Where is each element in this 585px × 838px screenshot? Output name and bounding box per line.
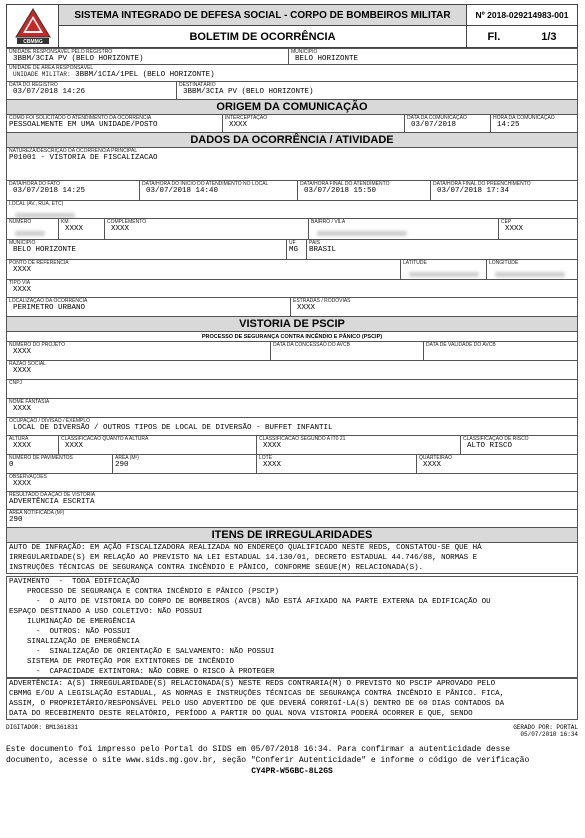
- field-label: TIPO VIA: [9, 280, 31, 286]
- print-notice: Este documento foi impresso pelo Portal do SIDS em 05/07/2018 16:34. Para confirmar a autenticidade desse documento, acesse o site www.sids.mg.gov.br, seção "Conferir Autenticidade" e informe o código de verificação CY4PR-W5GBC-8L2GS: [6, 744, 578, 777]
- field-value: XXXX: [505, 225, 524, 233]
- dates-row: [6, 181, 578, 201]
- field-label: OCUPAÇÃO / DIVISÃO / EXEMPLO: [9, 418, 91, 424]
- field-value: XXXX: [423, 461, 442, 469]
- irregularities-list: [6, 576, 578, 678]
- field-value: XXXX: [65, 442, 84, 450]
- field-label: ÁREA NOTIFICADA (M²): [9, 510, 65, 516]
- field-label: PONTO DE REFERÊNCIA: [9, 260, 69, 266]
- section-origem: ORIGEM DA COMUNICAÇÃO: [6, 100, 578, 115]
- field-cell: [7, 49, 289, 64]
- verification-code: CY4PR-W5GBC-8L2GS: [251, 767, 333, 776]
- road-type-row: [6, 280, 578, 298]
- field-value: 290: [9, 516, 23, 524]
- unit-value: 3BBM/3CIA PV (BELO HORIZONTE): [13, 55, 144, 63]
- field-value: BELO HORIZONTE: [13, 246, 77, 254]
- field-cell: [257, 455, 417, 473]
- field-label: DATA DA CONCESSÃO DO AVCB: [273, 342, 350, 348]
- field-cell: [7, 380, 577, 398]
- field-cell: [487, 260, 577, 279]
- field-value: XXXX: [111, 225, 130, 233]
- field-cell: [424, 342, 577, 360]
- page-counter: Fl. 1/3: [487, 30, 557, 43]
- report-page: [6, 4, 578, 777]
- typist: DIGITADOR: BM1361831: [6, 724, 79, 731]
- trade-name-row: [6, 399, 578, 418]
- report-header: [6, 4, 578, 48]
- field-label: UF: [289, 240, 296, 246]
- infraction-text: AUTO DE INFRAÇÃO: EM AÇÃO FISCALIZADORA REALIZADA NO ENDEREÇO QUALIFICADO NESTE REDS, CONSTATOU-SE QUE HÁ IRREGULARIDADE(S) EM RELAÇÃO AO PREVISTO NA LEI ESTADUAL 14.130/01, DECRETO ESTADUAL 44.746/08, NORMAS E INSTRUÇÕES TÉCNICAS DE SEGURANÇA CONTRA INCÊNDIO E PÂNICO, CONFORME SEGUE(M) RELACIONADA(S).: [6, 543, 578, 574]
- field-label: ÁREA (M²): [115, 455, 139, 461]
- list-item: - O AUTO DE VISTORIA DO CORPO DE BOMBEIROS (AVCB) NÃO ESTÁ AFIXADO NA PARTE EXTERNA DA EDIFICAÇÃO OU: [9, 598, 491, 606]
- field-label: RAZÃO SOCIAL: [9, 361, 46, 367]
- field-label: DATA DA COMUNICAÇÃO: [407, 115, 467, 121]
- field-value: XXXX: [13, 367, 32, 375]
- field-cell: [491, 115, 577, 132]
- floors-row: [6, 455, 578, 474]
- field-cell: [7, 455, 113, 473]
- field-label: CEP: [501, 219, 512, 225]
- field-value: ALTO RISCO: [467, 442, 513, 450]
- field-value: XXXX: [13, 348, 32, 356]
- field-cell: [7, 280, 577, 297]
- occupation-row: [6, 418, 578, 436]
- redacted-value: [15, 213, 75, 218]
- field-cell: [140, 181, 298, 200]
- field-cell: [7, 298, 291, 316]
- field-cell: [7, 418, 577, 435]
- field-value: MG: [289, 246, 299, 254]
- field-label: DATA/HORA DO INÍCIO DO ATENDIMENTO NO LOCAL: [142, 181, 269, 187]
- field-label: CLASSIFICACAO QUANTO A ALTURA: [61, 436, 149, 442]
- pscip-subtitle: PROCESSO DE SEGURANÇA CONTRA INCÊNDIO E PÂNICO (PSCIP): [6, 332, 578, 342]
- section-vistoria: VISTORIA DE PSCIP: [6, 317, 578, 332]
- field-cell: [7, 474, 577, 491]
- field-value: XXXX: [13, 442, 32, 450]
- svg-text:CBMMG: CBMMG: [22, 39, 43, 45]
- municipality-row: [6, 240, 578, 260]
- cbmmg-logo: [7, 5, 59, 47]
- field-label: LOCAL (AV., RUA, ETC): [9, 201, 64, 207]
- field-cell: [177, 82, 577, 99]
- unit-row: [6, 48, 578, 65]
- field-cell: [59, 219, 105, 239]
- origin-row: [6, 115, 578, 133]
- redacted-value: [15, 231, 45, 236]
- field-cell: [417, 455, 577, 473]
- field-label: ESTRADAS / RODOVIAS: [293, 298, 351, 304]
- nature-row: [6, 148, 578, 181]
- field-cell: [401, 260, 487, 279]
- generated-by: GERADO POR: PORTAL: [513, 724, 578, 731]
- field-value: P01001 - VISTORIA DE FISCALIZACAO: [9, 154, 158, 162]
- field-cell: [7, 148, 577, 180]
- field-label: RESULTADO DA AÇÃO DE VISTORIA: [9, 492, 96, 498]
- field-value: 290: [115, 461, 129, 469]
- list-item: ESPAÇO DESTINADO A USO COLETIVO: NÃO POSSUI: [9, 608, 203, 616]
- field-cell: [461, 436, 577, 454]
- list-item: SISTEMA DE PROTEÇÃO POR EXTINTORES DE INCÊNDIO: [9, 658, 235, 666]
- field-value: 03/07/2018 14:25: [13, 187, 86, 195]
- field-label: INTERCEPTAÇÃO: [225, 115, 268, 121]
- field-cell: [105, 219, 309, 239]
- field-cell: [7, 115, 223, 132]
- field-cell: [499, 219, 577, 239]
- field-cell: [223, 115, 405, 132]
- register-date: 03/07/2018 14:26: [13, 88, 86, 96]
- reference-row: [6, 260, 578, 280]
- list-item: - CAPACIDADE EXTINTORA: NÃO COBRE O RISCO À PROTEGER: [9, 668, 275, 676]
- field-label: PAÍS: [309, 240, 321, 246]
- field-label: ALTURA: [9, 436, 29, 442]
- field-label: DATA DO REGISTRO: [9, 82, 58, 88]
- municipality-value: BELO HORIZONTE: [295, 55, 359, 63]
- field-label: NATUREZA/DESCRIÇÃO DA OCORRÊNCIA PRINCIPAL: [9, 148, 138, 154]
- recipient-value: 3BBM/3CIA PV (BELO HORIZONTE): [183, 88, 314, 96]
- field-cell: [271, 342, 424, 360]
- company-row: [6, 361, 578, 380]
- field-label: NÚMERO DE PAVIMENTOS: [9, 455, 73, 461]
- field-value: XXXX: [297, 304, 316, 312]
- field-cell: [257, 436, 461, 454]
- field-value: XXXX: [13, 480, 32, 488]
- field-value: XXXX: [229, 121, 248, 129]
- field-label: HORA DA COMUNICAÇÃO: [493, 115, 555, 121]
- field-cell: [7, 399, 577, 417]
- field-label: CLASSIFICAÇÃO DE RISCO: [463, 436, 529, 442]
- field-label: BAIRRO / VILA: [311, 219, 346, 225]
- field-cell: [298, 181, 431, 200]
- field-label: MUNICÍPIO: [291, 49, 318, 55]
- field-label: COMO FOI SOLICITADO O ATENDIMENTO DA OCORRÊNCIA: [9, 115, 152, 121]
- field-cell: [287, 240, 307, 259]
- field-cell: [7, 492, 577, 509]
- field-value: UNIDADE MILITAR: 3BBM/1CIA/1PEL (BELO HORIZONTE): [13, 71, 215, 79]
- field-cell: [7, 181, 140, 200]
- field-label: DATA/HORA FINAL DO ATENDIMENTO: [300, 181, 390, 187]
- field-cell: [7, 260, 401, 279]
- field-cell: [7, 436, 59, 454]
- location-row: [6, 298, 578, 317]
- field-cell: [7, 510, 577, 527]
- field-value: 03/07/2018 17:34: [437, 187, 510, 195]
- section-itens: ITENS DE IRREGULARIDADES: [6, 528, 578, 543]
- field-label: KM: [61, 219, 69, 225]
- field-value: XXXX: [263, 442, 282, 450]
- field-label: UNIDADE RESPONSÁVEL PELO REGISTRO: [9, 49, 113, 55]
- field-value: 0: [9, 461, 14, 469]
- field-label: QUARTEIRÃO: [419, 455, 452, 461]
- field-label: LATITUDE: [403, 260, 427, 266]
- field-cell: [309, 219, 499, 239]
- field-label: DATA/HORA FINAL DO PREENCHIMENTO: [433, 181, 531, 187]
- field-value: 03/07/2018: [411, 121, 457, 129]
- field-label: DESTINATÁRIO: [179, 82, 216, 88]
- redacted-value: [409, 272, 479, 277]
- field-label: NÚMERO: [9, 219, 32, 225]
- field-value: XXXX: [13, 405, 32, 413]
- footer-meta: [6, 724, 578, 738]
- redacted-value: [317, 231, 407, 236]
- project-row: [6, 342, 578, 361]
- field-cell: [7, 361, 577, 379]
- field-label: LONGITUDE: [489, 260, 519, 266]
- field-value: XXXX: [13, 266, 32, 274]
- field-cell: [7, 65, 577, 81]
- field-cell: [7, 82, 177, 99]
- field-value: 03/07/2018 15:50: [304, 187, 377, 195]
- field-label: UNIDADE DE ÁREA RESPONSÁVEL: [9, 65, 94, 71]
- field-value: ADVERTÊNCIA ESCRITA: [9, 498, 95, 506]
- document-title: BOLETIM DE OCORRÊNCIA: [59, 26, 467, 47]
- field-label: CNPJ: [9, 380, 23, 386]
- list-item: - OUTROS: NÃO POSSUI: [9, 628, 131, 636]
- field-cell: [7, 240, 287, 259]
- field-cell: [289, 49, 577, 64]
- field-cell: [291, 298, 577, 316]
- field-value: XXXX: [263, 461, 282, 469]
- field-value: 14:25: [497, 121, 520, 129]
- field-cell: [59, 436, 257, 454]
- number-row: [6, 219, 578, 240]
- field-label: COMPLEMENTO: [107, 219, 147, 225]
- field-cell: [405, 115, 491, 132]
- field-label: OBSERVAÇÕES: [9, 474, 47, 480]
- generated-date: 05/07/2018 16:34: [520, 731, 578, 738]
- register-row: [6, 82, 578, 100]
- field-label: NÚMERO DO PROJETO: [9, 342, 66, 348]
- notified-area-row: [6, 510, 578, 528]
- field-value: 03/07/2018 14:40: [146, 187, 219, 195]
- field-value: XXXX: [65, 225, 84, 233]
- field-label: LOTE: [259, 455, 273, 461]
- list-item: - SINALIZAÇÃO DE ORIENTAÇÃO E SALVAMENTO: NÃO POSSUI: [9, 648, 275, 656]
- field-label: DATA DE VALIDADE DO AVCB: [426, 342, 496, 348]
- list-item: ILUMINAÇÃO DE EMERGÊNCIA: [9, 618, 136, 626]
- report-number: Nº 2018-029214983-001: [475, 10, 569, 20]
- military-unit-value: 3BBM/1CIA/1PEL (BELO HORIZONTE): [75, 71, 215, 79]
- field-value: PERIMETRO URBANO: [13, 304, 86, 312]
- field-value: XXXX: [13, 286, 32, 294]
- redacted-value: [495, 272, 565, 277]
- cnpj-row: [6, 380, 578, 399]
- section-dados: DADOS DA OCORRÊNCIA / ATIVIDADE: [6, 133, 578, 148]
- field-cell: [7, 201, 577, 218]
- field-label: MUNICÍPIO: [9, 240, 36, 246]
- field-cell: [113, 455, 257, 473]
- field-value: LOCAL DE DIVERSÃO / OUTROS TIPOS DE LOCAL DE DIVERSÃO - BUFFET INFANTIL: [13, 424, 333, 432]
- result-row: [6, 492, 578, 510]
- address-row: [6, 201, 578, 219]
- field-cell: [431, 181, 577, 200]
- field-cell: [7, 342, 271, 360]
- field-label: CLASSIFICACAO SEGUNDO A IT0 21: [259, 436, 346, 442]
- field-cell: [7, 219, 59, 239]
- field-label: DATA/HORA DO FATO: [9, 181, 61, 187]
- field-label: NOME FANTASIA: [9, 399, 50, 405]
- list-item: SINALIZAÇÃO DE EMERGÊNCIA: [9, 638, 140, 646]
- field-label: LOCALIZAÇÃO DA OCORRÊNCIA: [9, 298, 88, 304]
- field-cell: [307, 240, 577, 259]
- field-value: BRASIL: [309, 246, 337, 254]
- field-value: PESSOALMENTE EM UMA UNIDADE/POSTO: [9, 121, 158, 129]
- warning-text: ADVERTÊNCIA: A(S) IRREGULARIDADE(S) RELACIONADA(S) NESTE REDS CONTRARIA(M) O PREVISTO NO PSCIP APROVADO PELO CBMMG E/OU A LEGISLAÇÃO ESTADUAL, AS NORMAS E INSTRUÇÕES TÉCNICAS DE SEGURANÇA CONTRA INCÊNDIO E PÂNICO. FICA, ASSIM, O PROPRIETÁRIO/RESPONSÁVEL PELO USO ADVERTIDO DE QUE DEVERÁ CORRIGÍ-LA(S) DENTRO DE 60 DIAS CONTADOS DA DATA DO RECEBIMENTO DESTE RELATÓRIO, PERÍODO A PARTIR DO QUAL NOVA VISTORIA PODERÁ OCORRER E QUE, SENDO: [6, 678, 578, 720]
- list-item: PROCESSO DE SEGURANÇA E CONTRA INCÊNDIO E PÂNICO (PSCIP): [9, 588, 280, 596]
- height-row: [6, 436, 578, 455]
- observations-row: [6, 474, 578, 492]
- list-item: PAVIMENTO - TODA EDIFICAÇÃO: [9, 578, 140, 586]
- area-row: [6, 65, 578, 82]
- system-title: SISTEMA INTEGRADO DE DEFESA SOCIAL - CORPO DE BOMBEIROS MILITAR: [59, 5, 467, 25]
